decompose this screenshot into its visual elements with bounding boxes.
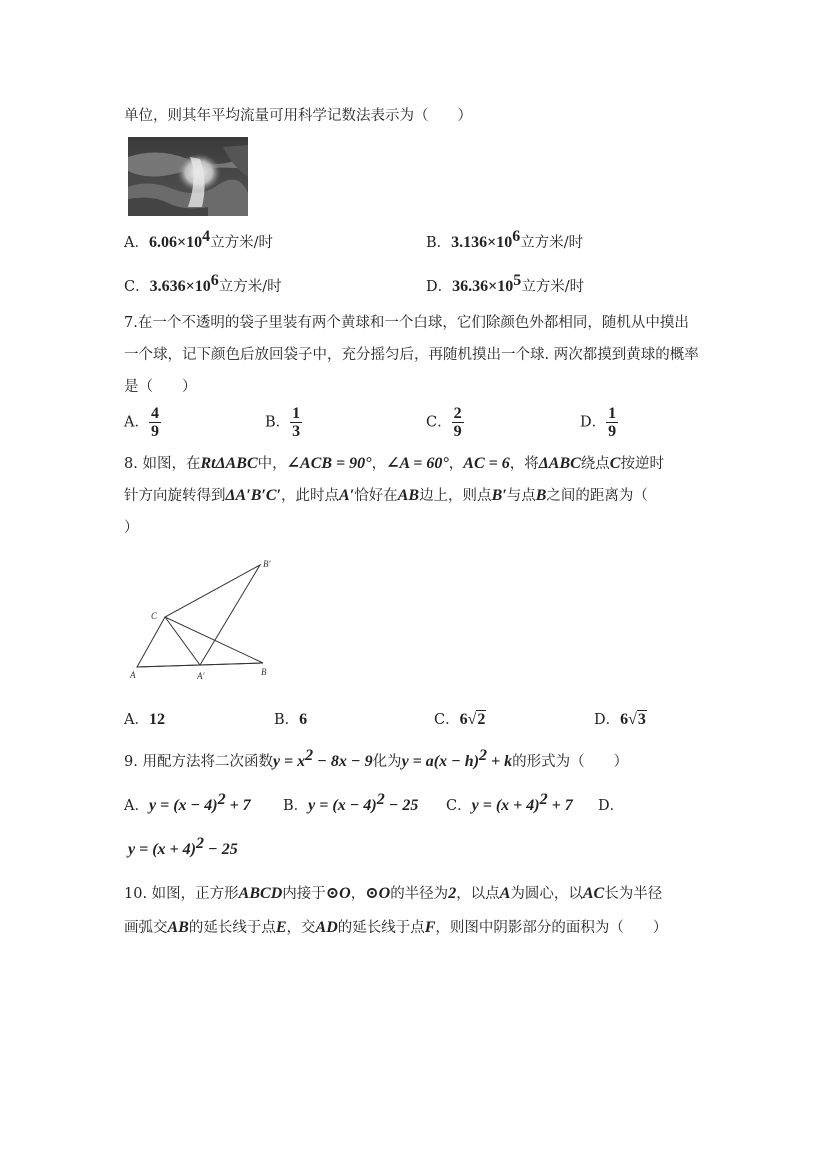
- q6-option-a[interactable]: A．$6.06\times 10^4$立方米/时: [124, 228, 273, 251]
- q8-option-b[interactable]: B．6: [274, 711, 308, 728]
- q7-option-a[interactable]: A． $\frac{4}{9}$: [124, 405, 159, 440]
- q8-line-2: 针方向旋转得到ΔA′B′C′，此时点A′恰好在AB边上，则点B′与点B之间的距离为（: [124, 487, 648, 504]
- q7-option-b[interactable]: B． $\frac{1}{3}$: [265, 405, 301, 440]
- fraction: $\frac{2}{9}$: [453, 405, 462, 440]
- q10-line-1: 10. 如图，正方形ABCD内接于⊙O，⊙O的半径为2，以点A为圆心，以AC长为半径: [124, 885, 663, 902]
- q9-line-1: 9. 用配方法将二次函数$y = x^2 - 8x - 9$化为$y = a(x - h)^2 + k$的形式为（ ）: [124, 747, 629, 770]
- waterfall-photo: [128, 137, 248, 216]
- q6-option-d[interactable]: D．$36.36\times 10^5$立方米/时: [426, 272, 585, 295]
- q9-option-c[interactable]: C．$y = (x + 4)^2 + 7$: [446, 791, 573, 814]
- fraction: $\frac{4}{9}$: [150, 405, 159, 440]
- q8-line-3: ）: [124, 520, 139, 536]
- triangle-apbpc: [165, 565, 260, 665]
- q9-option-d-label[interactable]: D．: [598, 798, 625, 814]
- intro-line: 单位，则其年平均流量可用科学记数法表示为（ ）: [124, 108, 472, 124]
- label-c: C: [151, 611, 158, 621]
- q8-line-1: 8. 如图，在RtΔABC中，∠ACB = 90°，∠A = 60°，AC = 6，将ΔABC绕点C按逆时: [124, 455, 664, 472]
- q8-option-a[interactable]: A．12: [124, 711, 165, 728]
- q9-option-d[interactable]: $y = (x + 4)^2 - 25$: [128, 835, 238, 858]
- triangle-abc: [137, 617, 263, 667]
- label-b-prime: B′: [263, 559, 271, 569]
- q8-option-d[interactable]: D．6√3: [594, 711, 646, 728]
- fraction: $\frac{1}{9}$: [608, 405, 617, 440]
- fraction: $\frac{1}{3}$: [292, 405, 301, 440]
- q9-option-b[interactable]: B．$y = (x - 4)^2 - 25$: [283, 791, 419, 814]
- q6-option-c[interactable]: C．$3.636\times 10^6$立方米/时: [124, 272, 282, 295]
- label-a: A: [130, 670, 136, 680]
- q8-triangle-figure: [125, 555, 295, 685]
- q7-line-2: 一个球，记下颜色后放回袋子中，充分摇匀后，再随机摸出一个球. 两次都摸到黄球的概率: [124, 347, 699, 363]
- q7-line-1: 7.在一个不透明的袋子里装有两个黄球和一个白球，它们除颜色外都相同，随机从中摸出: [124, 315, 689, 331]
- q10-line-2: 画弧交AB的延长线于点E，交AD的延长线于点F，则图中阴影部分的面积为（ ）: [124, 919, 668, 936]
- q7-option-c[interactable]: C． $\frac{2}{9}$: [426, 405, 462, 440]
- label-a-prime: A′: [197, 671, 205, 681]
- q7-option-d[interactable]: D． $\frac{1}{9}$: [580, 405, 617, 440]
- label-b: B: [261, 667, 267, 677]
- q7-line-3: 是（ ）: [124, 379, 197, 395]
- q9-option-a[interactable]: A．$y = (x - 4)^2 + 7$: [124, 791, 251, 814]
- q6-option-b[interactable]: B．$3.136\times 10^6$立方米/时: [426, 228, 584, 251]
- q8-option-c[interactable]: C．6√2: [434, 711, 486, 728]
